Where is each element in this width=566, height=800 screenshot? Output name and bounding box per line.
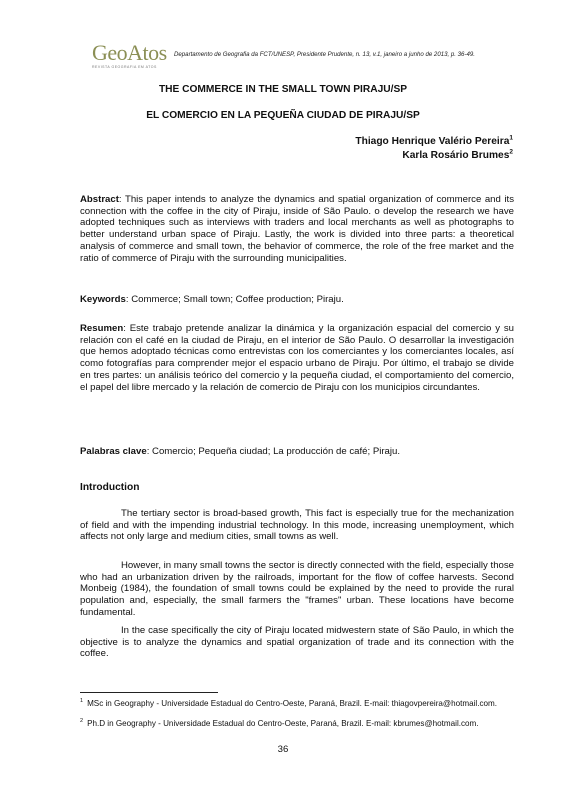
author-list xyxy=(355,135,513,163)
abstract-label: Abstract xyxy=(80,194,119,205)
footnote-marker: 1 xyxy=(509,134,513,142)
footnote-mark: 1 xyxy=(80,698,84,705)
author-1 xyxy=(355,135,513,149)
footnote-text: Ph.D in Geography - Universidade Estadual do Centro-Oeste, Paraná, Brazil. E-mail: kbrumes@hotmail.com. xyxy=(87,719,479,728)
title-spanish: EL COMERCIO EN LA PEQUEÑA CIUDAD DE PIRAJU/SP xyxy=(146,110,420,121)
footnote-divider xyxy=(80,692,218,693)
section-heading-introduction: Introduction xyxy=(80,482,140,493)
abstract-text: : This paper intends to analyze the dynamics and spatial organization of commerce and its connection with the coffee in the city of Piraju, inside of São Paulo. o develop the research we have adopted techniques such as interviews with traders and local merchants as well as photographs to better understand urban space of Piraju. Lastly, the work is divided into three parts: a theoretical analysis of commerce and small town, the behavior of commerce, the role of the free market and the ratio of commerce of Piraju with the surrounding municipalities. xyxy=(80,194,514,264)
logo-text: GeoAtos xyxy=(92,40,167,65)
author-2 xyxy=(355,149,513,163)
footnote-2 xyxy=(80,719,514,729)
keywords-text: : Commerce; Small town; Coffee production; Piraju. xyxy=(125,294,344,305)
page-header xyxy=(92,40,522,72)
palabras-label: Palabras clave xyxy=(80,446,147,457)
journal-citation: Departamento de Geografia da FCT/UNESP, Presidente Prudente, n. 13, v.1, janeiro a junho de 2013, p. 36-49. xyxy=(174,51,475,58)
page-number: 36 xyxy=(277,744,289,755)
abstract xyxy=(80,194,514,264)
palabras-clave xyxy=(80,446,514,458)
keywords xyxy=(80,294,514,306)
footnote-text: MSc in Geography - Universidade Estadual do Centro-Oeste, Paraná, Brazil. E-mail: thiagovpereira@hotmail.com. xyxy=(87,699,498,708)
footnote-marker: 2 xyxy=(509,148,513,156)
author-name: Thiago Henrique Valério Pereira xyxy=(355,136,510,147)
palabras-text: : Comercio; Pequeña ciudad; La producción de café; Piraju. xyxy=(146,446,401,457)
resumen-label: Resumen xyxy=(80,323,124,334)
resumen xyxy=(80,323,514,393)
resumen-text: : Este trabajo pretende analizar la dinámica y la organización espacial del comercio y su relación con el café en la ciudad de Piraju, en el interior de São Paulo. O desarrollar la investigación que hemos adoptado técnicas como entrevistas con los comerciantes y los comerciantes locales, así como fotografías para comprender mejor el espacio urbano de Piraju. Por último, el trabajo se divide en tres partes: un análisis teórico del comercio y la pequeña ciudad, el comportamiento del comercio, el papel del libre mercado y la relación de comercio de Piraju con los municipios circundantes. xyxy=(80,323,514,393)
logo-subtitle: REVISTA GEOGRAFIA EM ATOS xyxy=(92,65,157,69)
footnote-1 xyxy=(80,699,514,709)
author-name: Karla Rosário Brumes xyxy=(402,150,510,161)
body-paragraph: In the case specifically the city of Piraju located midwestern state of São Paulo, in which the objective is to analyze the dynamics and spatial organization of trade and its connection with the coffee. xyxy=(80,625,514,660)
body-paragraph: The tertiary sector is broad-based growth, This fact is especially true for the mechanization of field and with the impending industrial technology. In this mode, increasing unemployment, which affects not only large and medium cities, small towns as well. xyxy=(80,508,514,543)
footnote-mark: 2 xyxy=(80,718,84,725)
keywords-label: Keywords xyxy=(80,294,126,305)
body-paragraph: However, in many small towns the sector is directly connected with the field, especially those who had an urbanization driven by the railroads, important for the flow of coffee harvests. Second Monbeig (1984), the foundation of small towns could be explained by the need to provide the rural population and, especially, the small farmers the "frames" urban. These locations have become fundamental. xyxy=(80,560,514,618)
journal-logo xyxy=(92,42,167,69)
title-english: THE COMMERCE IN THE SMALL TOWN PIRAJU/SP xyxy=(158,84,408,95)
